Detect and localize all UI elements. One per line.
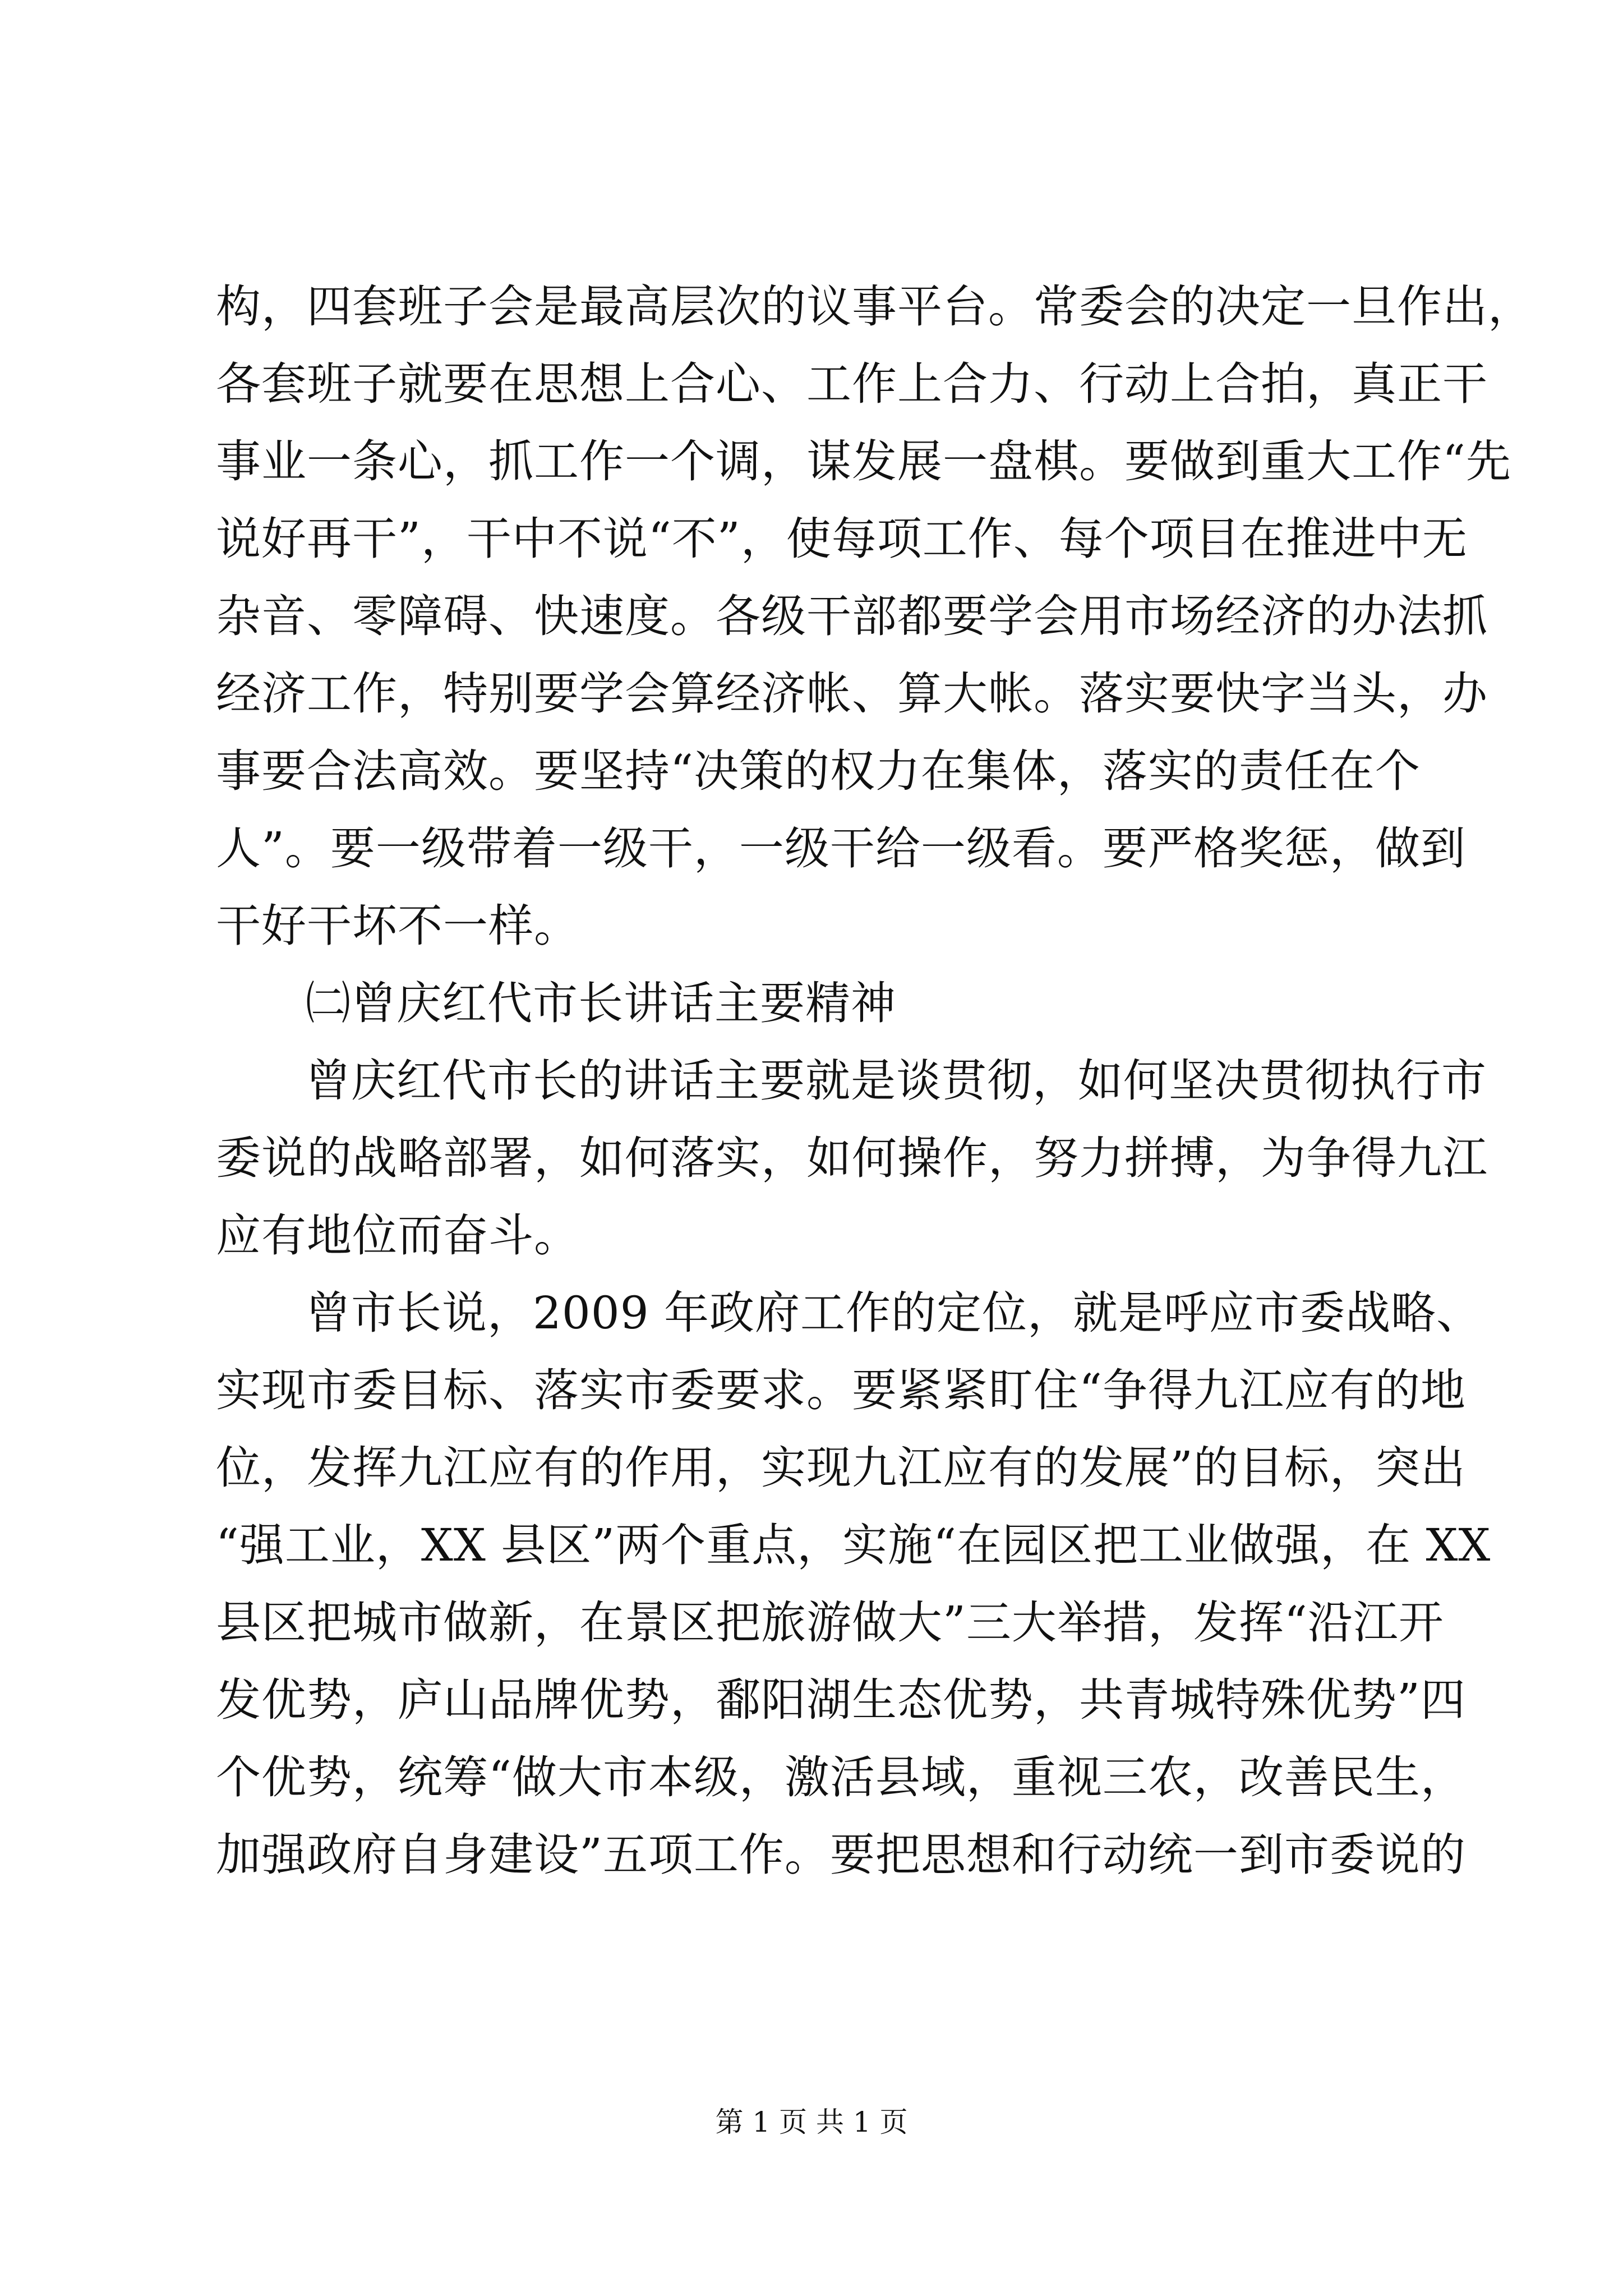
text-line: 干好干坏不一样。	[216, 900, 579, 952]
text-line: 位，发挥九江应有的作用，实现九江应有的发展”的目标，突出	[216, 1442, 1466, 1494]
text-line: 杂音、零障碍、快速度。各级干部都要学会用市场经济的办法抓	[216, 590, 1488, 642]
text-line: 加强政府自身建设”五项工作。要把思想和行动统一到市委说的	[216, 1829, 1466, 1881]
text-line: 个优势，统筹“做大市本级，激活县域，重视三农，改善民生，	[216, 1751, 1466, 1803]
text-line: 人”。要一级带着一级干，一级干给一级看。要严格奖惩，做到	[216, 822, 1466, 875]
text-line: 事要合法高效。要坚持“决策的权力在集体，落实的责任在个	[216, 745, 1421, 797]
text-line: 各套班子就要在思想上合心、工作上合力、行动上合拍，真正干	[216, 358, 1488, 410]
document-body	[216, 268, 1533, 1894]
text-line: 经济工作，特别要学会算经济帐、算大帐。落实要快字当头，办	[216, 668, 1488, 720]
page-footer: 第 1 页 共 1 页	[715, 2106, 908, 2138]
text-line: 事业一条心，抓工作一个调，谋发展一盘棋。要做到重大工作“先	[216, 435, 1511, 487]
text-line: 委说的战略部署，如何落实，如何操作，努力拼搏，为争得九江	[216, 1132, 1488, 1184]
text-line: 说好再干”，干中不说“不”，使每项工作、每个项目在推进中无	[216, 513, 1468, 565]
text-line: 县区把城市做新，在景区把旅游做大”三大举措，发挥“沿江开	[216, 1596, 1444, 1649]
text-line: 实现市委目标、落实市委要求。要紧紧盯住“争得九江应有的地	[216, 1364, 1466, 1416]
text-line: 构，四套班子会是最高层次的议事平台。常委会的决定一旦作出，	[216, 280, 1533, 333]
text-line: ㈡曾庆红代市长讲话主要精神	[306, 977, 896, 1029]
text-line: 发优势，庐山品牌优势，鄱阳湖生态优势，共青城特殊优势”四	[216, 1674, 1466, 1726]
text-line: “强工业，XX 县区”两个重点，实施“在园区把工业做强，在 XX	[216, 1519, 1491, 1571]
text-line: 曾庆红代市长的讲话主要就是谈贯彻，如何坚决贯彻执行市	[306, 1055, 1487, 1107]
text-line: 曾市长说，2009 年政府工作的定位，就是呼应市委战略、	[306, 1287, 1482, 1339]
text-line: 应有地位而奋斗。	[216, 1209, 579, 1262]
